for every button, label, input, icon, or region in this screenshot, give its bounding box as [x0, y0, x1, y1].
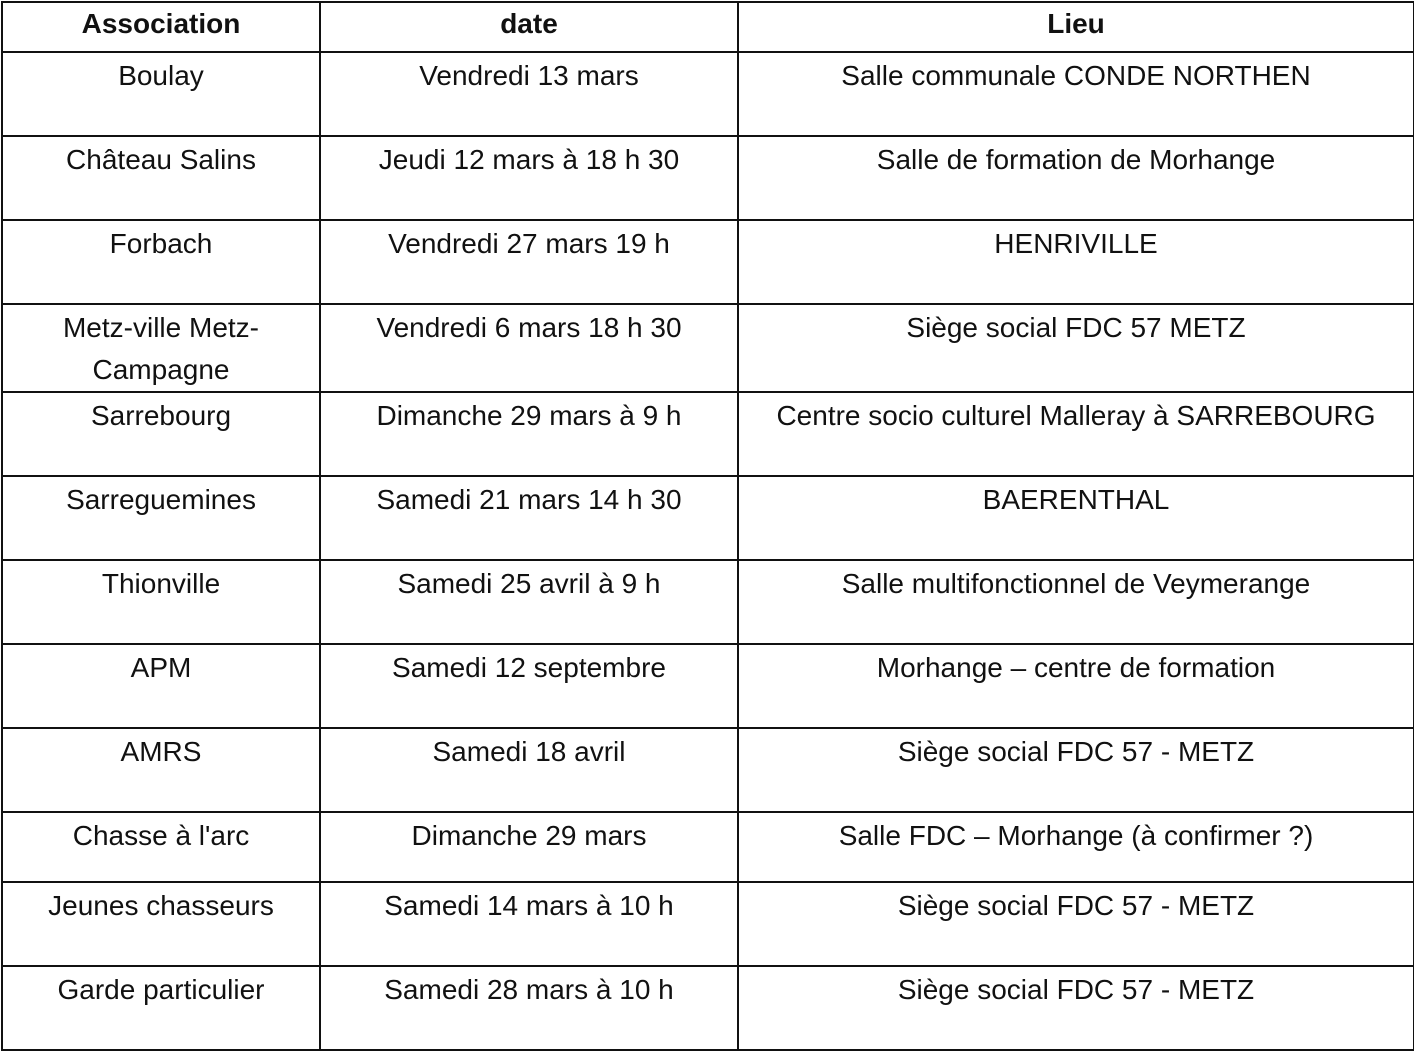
header-date: date	[320, 2, 738, 52]
cell-lieu: Salle communale CONDE NORTHEN	[738, 52, 1414, 136]
table-row	[2, 304, 1414, 392]
cell-association: Château Salins	[2, 136, 320, 220]
cell-lieu: Siège social FDC 57 METZ	[738, 304, 1414, 392]
cell-lieu: Salle FDC – Morhange (à confirmer ?)	[738, 812, 1414, 882]
table-row	[2, 220, 1414, 304]
table-row	[2, 812, 1414, 882]
cell-association: Chasse à l'arc	[2, 812, 320, 882]
cell-date: Dimanche 29 mars à 9 h	[320, 392, 738, 476]
cell-lieu: Salle de formation de Morhange	[738, 136, 1414, 220]
cell-association: Sarreguemines	[2, 476, 320, 560]
cell-lieu: BAERENTHAL	[738, 476, 1414, 560]
cell-date: Samedi 25 avril à 9 h	[320, 560, 738, 644]
table-row	[2, 476, 1414, 560]
header-association: Association	[2, 2, 320, 52]
cell-lieu: Salle multifonctionnel de Veymerange	[738, 560, 1414, 644]
table-row	[2, 966, 1414, 1050]
cell-lieu: Siège social FDC 57 - METZ	[738, 882, 1414, 966]
table-header-row	[2, 2, 1414, 52]
cell-lieu: Centre socio culturel Malleray à SARREBOURG	[738, 392, 1414, 476]
table-row	[2, 560, 1414, 644]
cell-association: Boulay	[2, 52, 320, 136]
cell-association: Thionville	[2, 560, 320, 644]
cell-date: Samedi 21 mars 14 h 30	[320, 476, 738, 560]
cell-date: Samedi 14 mars à 10 h	[320, 882, 738, 966]
cell-lieu: Siège social FDC 57 - METZ	[738, 966, 1414, 1050]
table-row	[2, 392, 1414, 476]
cell-lieu: Siège social FDC 57 - METZ	[738, 728, 1414, 812]
association-schedule-table	[1, 1, 1414, 1051]
table-row	[2, 644, 1414, 728]
cell-association: Garde particulier	[2, 966, 320, 1050]
cell-date: Samedi 18 avril	[320, 728, 738, 812]
table-row	[2, 52, 1414, 136]
table-row	[2, 882, 1414, 966]
cell-association: AMRS	[2, 728, 320, 812]
cell-association: APM	[2, 644, 320, 728]
cell-association: Sarrebourg	[2, 392, 320, 476]
cell-association: Metz-ville Metz-Campagne	[2, 304, 320, 392]
cell-date: Vendredi 6 mars 18 h 30	[320, 304, 738, 392]
header-lieu: Lieu	[738, 2, 1414, 52]
table-row	[2, 136, 1414, 220]
cell-date: Vendredi 27 mars 19 h	[320, 220, 738, 304]
cell-date: Samedi 12 septembre	[320, 644, 738, 728]
cell-date: Samedi 28 mars à 10 h	[320, 966, 738, 1050]
cell-date: Jeudi 12 mars à 18 h 30	[320, 136, 738, 220]
cell-date: Dimanche 29 mars	[320, 812, 738, 882]
cell-association: Forbach	[2, 220, 320, 304]
cell-date: Vendredi 13 mars	[320, 52, 738, 136]
table-row	[2, 728, 1414, 812]
cell-lieu: HENRIVILLE	[738, 220, 1414, 304]
cell-association: Jeunes chasseurs	[2, 882, 320, 966]
cell-lieu: Morhange – centre de formation	[738, 644, 1414, 728]
